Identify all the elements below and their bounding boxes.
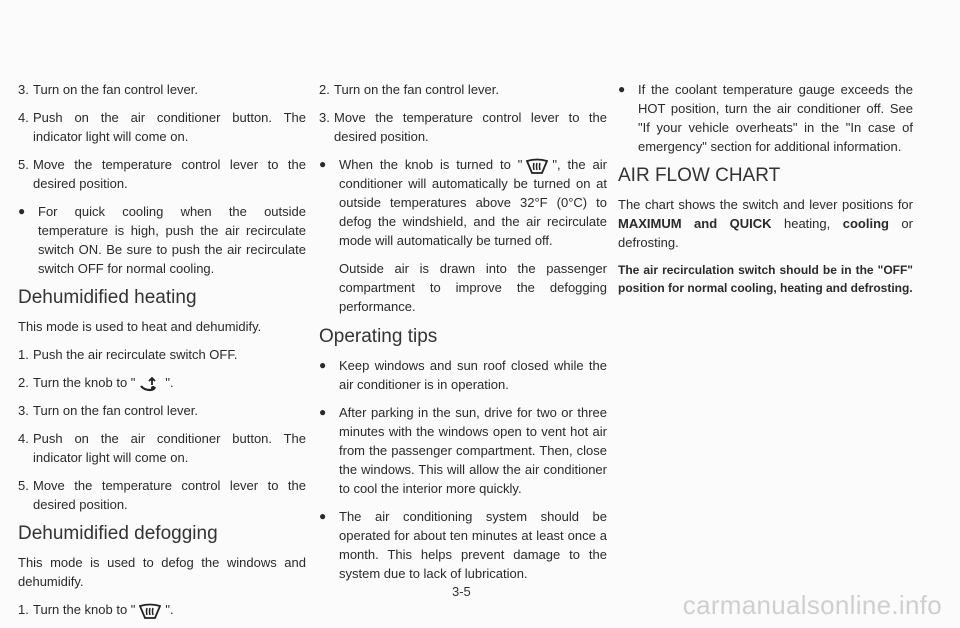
list-item: 3. Turn on the fan control lever. <box>18 403 199 418</box>
bullet-item: ● If the coolant temperature gauge exceeds the HOT position, turn the air conditioner off. See "If your vehicle overheats" in the "In case of emergency" section for additional information. <box>618 82 913 154</box>
bullet-icon: ● <box>319 509 327 523</box>
list-item: 2. Turn on the fan control lever. <box>319 82 500 97</box>
heading-air-flow-chart: AIR FLOW CHART <box>618 165 781 186</box>
paragraph: Outside air is drawn into the passenger compartment to improve the defogging performance. <box>339 261 607 314</box>
bullet-item: ● When the knob is turned to " ", the air conditioner will automatically be turned on at outside temperatures above 32°F (0°C) to defog the windshield, and the air recirculate mode will automatically be turned off. <box>319 157 607 248</box>
windshield-defog-icon <box>526 158 548 174</box>
heading-operating-tips: Operating tips <box>319 326 438 347</box>
paragraph: This mode is used to defog the windows and dehumidify. <box>18 555 306 589</box>
column-middle <box>319 80 607 592</box>
paragraph: This mode is used to heat and dehumidify. <box>18 319 262 334</box>
bullet-icon: ● <box>319 405 327 419</box>
heading-dehumidified-defogging: Dehumidified defogging <box>18 523 218 544</box>
list-item: 3. Move the temperature control lever to the desired position. <box>319 110 607 144</box>
list-item: 5. Move the temperature control lever to the desired position. <box>18 478 306 512</box>
list-item: 2. Turn the knob to " ". <box>18 375 174 390</box>
bullet-icon: ● <box>319 157 327 171</box>
heading-dehumidified-heating: Dehumidified heating <box>18 287 197 308</box>
list-item: 1. Turn the knob to " ". <box>18 602 174 617</box>
list-item: 4. Push on the air conditioner button. The indicator light will come on. <box>18 431 306 465</box>
bullet-item: ● Keep windows and sun roof closed while the air conditioner is in operation. <box>319 358 607 392</box>
windshield-defog-icon <box>139 603 161 619</box>
list-item: 1. Push the air recirculate switch OFF. <box>18 347 238 362</box>
list-item: 3. Turn on the fan control lever. <box>18 82 199 97</box>
bullet-icon: ● <box>618 82 626 96</box>
bullet-icon: ● <box>18 204 26 218</box>
heat-dehumidify-icon <box>139 376 161 392</box>
bullet-item: ● After parking in the sun, drive for two or three minutes with the windows open to vent hot air from the passenger compartment. Then, close the windows. This will allow the air conditioner to cool the interior more quickly. <box>319 405 607 496</box>
bold-note: The air recirculation switch should be in the "OFF" position for normal cooling, heating and defrosting. <box>618 263 913 295</box>
bullet-item: ● The air conditioning system should be operated for about ten minutes at least once a month. This helps prevent damage to the system due to lack of lubrication. <box>319 509 607 581</box>
column-right <box>618 80 913 297</box>
bullet-icon: ● <box>319 358 327 372</box>
watermark: carmanualsonline.info <box>682 590 942 620</box>
column-left <box>18 80 306 628</box>
page-number: 3-5 <box>452 584 471 599</box>
list-item: 5. Move the temperature control lever to the desired position. <box>18 157 306 191</box>
list-item: 4. Push on the air conditioner button. The indicator light will come on. <box>18 110 306 144</box>
bullet-item: ● For quick cooling when the outside temperature is high, push the air recirculate switch ON. Be sure to push the air recirculate switch OFF for normal cooling. <box>18 204 306 276</box>
paragraph: The chart shows the switch and lever positions for MAXIMUM and QUICK heating, cooling or defrosting. <box>618 197 913 250</box>
